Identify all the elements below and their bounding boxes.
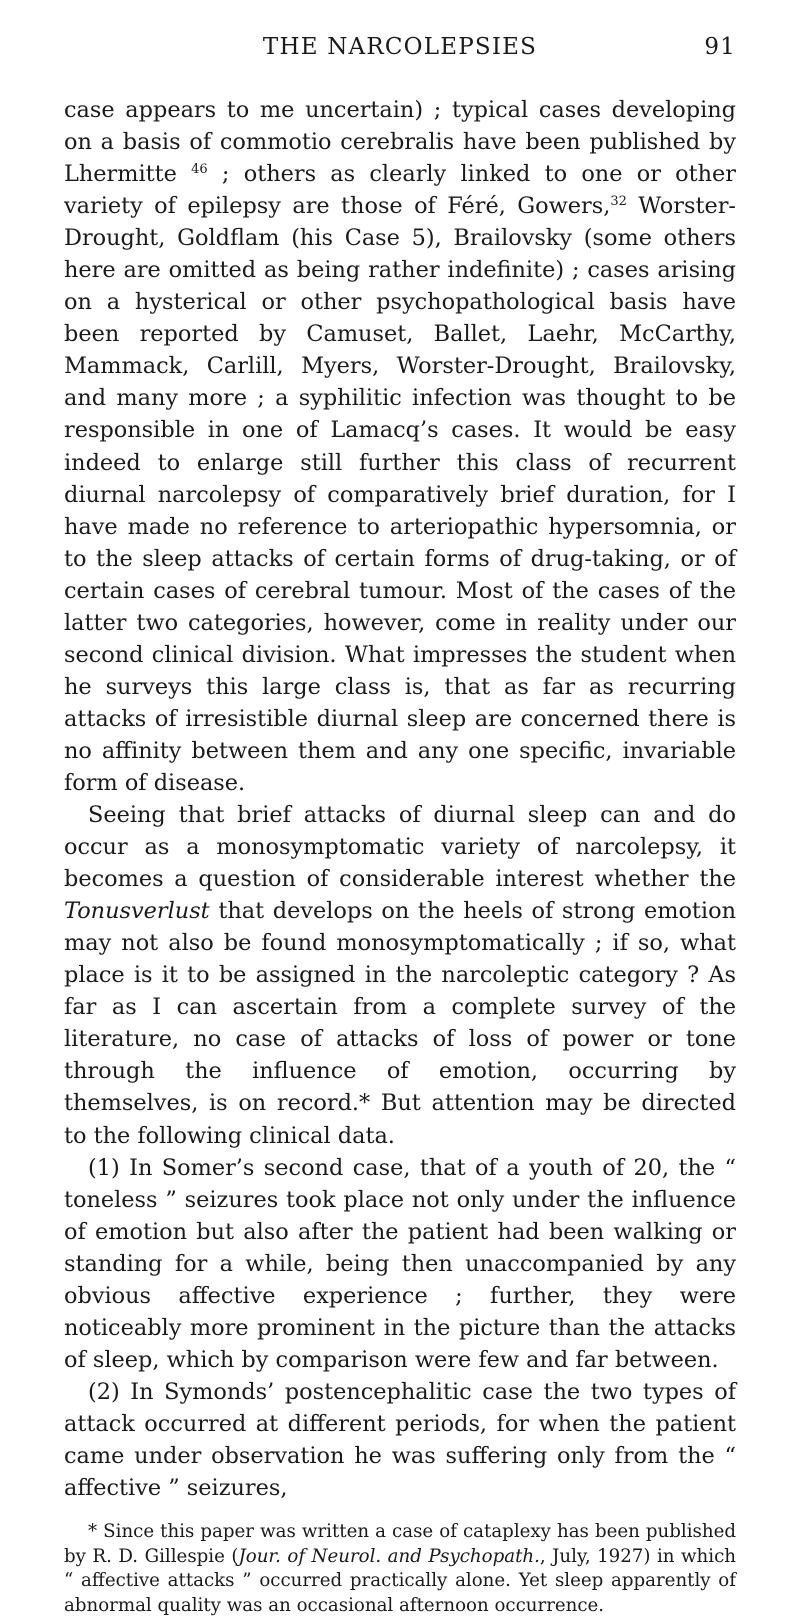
reference-46: 46 [191,162,208,178]
italic-term: Tonusverlust [64,898,210,925]
page-header [64,26,736,66]
paragraph-2: Seeing that brief attacks of diurnal sleep can and do occur as a monosymptomatic variety of narcolepsy, it becomes a question of considerable interest whether the Tonusverlust that develops on the heels of strong emotion may not also be found monosymptomatically ; if so, what place is it to be assigned in the narcoleptic category ? As far as I can ascertain from a complete survey of the literature, no case of attacks of loss of power or tone through the influence of emotion, occurring by themselves, is on record.* But attention may be directed to the following clinical data. [64,802,736,1149]
running-title: THE NARCOLEPSIES [262,34,538,60]
footnote: * Since this paper was written a case of cataplexy has been published by R. D. Gillespie (Jour. of Neurol. and Psychopath., July, 1927) in which “ affective attacks ” occurred practically alone. Yet sleep apparently of abnormal quality was an occasional afternoon occurrence. [64,1521,736,1616]
reference-32: 32 [610,194,627,210]
journal-title: Jour. of Neurol. and Psychopath. [238,1545,540,1567]
body-text [64,94,736,1504]
paragraph-3: (1) In Somer’s second case, that of a youth of 20, the “ toneless ” seizures took place not only under the influence of emotion but also after the patient had been walking or standing for a while, being then unaccompanied by any obvious affective experience ; further, they were noticeably more prominent in the picture than the attacks of sleep, which by comparison were few and far between. [64,1154,736,1373]
page-number: 91 [704,34,736,60]
paragraph-1: case appears to me uncertain) ; typical cases developing on a basis of commotio cerebralis have been published by Lhermitte $^{46}$ ; others as clearly linked to one or other variety of epilepsy are those of Féré, Gowers,$^{32}$ Worster-Drought, Goldflam (his Case 5), Brailovsky (some others here are omitted as being rather indefinite) ; cases arising on a hysterical or other psychopathological basis have been reported by Camuset, Ballet, Laehr, McCarthy, Mammack, Carlill, Myers, Worster-Drought, Brailovsky, and many more ; a syphilitic infection was thought to be responsible in one of Lamacq’s cases. It would be easy indeed to enlarge still further this class of recurrent diurnal narcolepsy of comparatively brief duration, for I have made no reference to arteriopathic hypersomnia, or to the sleep attacks of certain forms of drug-taking, or of certain cases of cerebral tumour. Most of the cases of the latter two categories, however, come in reality under our second clinical division. What impresses the student when he surveys this large class is, that as far as recurring attacks of irresistible diurnal sleep are concerned there is no affinity between them and any one specific, invariable form of disease. [64,97,736,796]
book-page [64,26,736,1618]
paragraph-4: (2) In Symonds’ postencephalitic case the two types of attack occurred at different periods, for when the patient came under observation he was suffering only from the “ affective ” seizures, [64,1378,736,1502]
